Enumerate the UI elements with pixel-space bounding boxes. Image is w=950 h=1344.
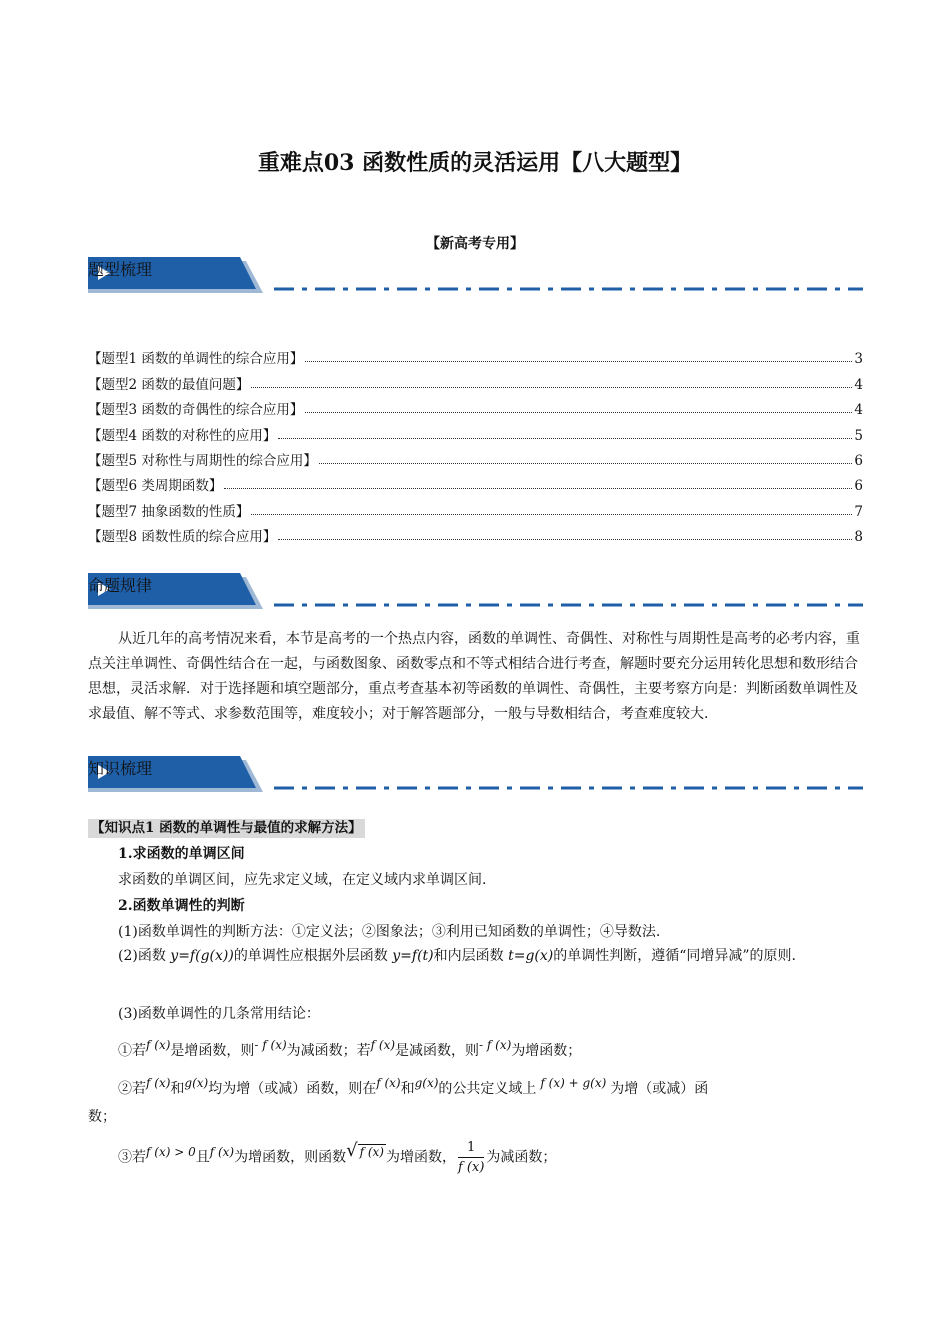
heading-1: 1.求函数的单调区间 [118,846,245,862]
page-subtitle: 【新高考专用】 [426,236,524,252]
section-title: 题型梳理 [88,260,153,279]
toc-item[interactable]: 【题型8 函数性质的综合应用】 8 [88,529,863,546]
fraction-expression: $\frac{1}{f (x)}$ [457,1140,485,1175]
dash-divider [274,287,863,291]
conclusion-1: ①若f (x)是增函数，则- f (x)为减函数；若f (x)是减函数，则- f (x)为增函数； [118,1038,582,1059]
toc-item[interactable]: 【题型7 抽象函数的性质】 7 [88,503,863,520]
toc-item[interactable]: 【题型4 函数的对称性的应用】 5 [88,427,863,444]
rule-paragraph: 从近几年的高考情况来看，本节是高考的一个热点内容，函数的单调性、奇偶性、对称性与周期性是高考的必考内容，重点关注单调性、奇偶性结合在一起，与函数图象、函数零点和不等式相结合进行考查，解题时要充分运用转化思想和数形结合思想，灵活求解．对于选择题和填空题部分，重点考查基本初等函数的单调性、奇偶性，主要考察方向是：判断函数单调性及求最值、解不等式、求参数范围等，难度较小；对于解答题部分，一般与导数相结合，考查难度较大. [88,631,860,722]
section-banner-types [88,257,863,297]
dash-divider [274,603,863,607]
toc-item[interactable]: 【题型1 函数的单调性的综合应用】 3 [88,351,863,368]
toc-item[interactable]: 【题型5 对称性与周期性的综合应用】 6 [88,452,863,469]
text-2: (1)函数单调性的判断方法：①定义法；②图象法；③利用已知函数的单调性；④导数法. [118,924,661,940]
text-4: (3)函数单调性的几条常用结论： [118,1006,320,1022]
text-1: 求函数的单调区间，应先求定义域，在定义域内求单调区间. [118,872,487,888]
conclusion-3: ③若f (x) > 0且f (x)为增函数，则函数√ f (x) 为增函数， $\frac{1}{f (x)}$ 为减函数； [118,1139,557,1175]
sqrt-expression: √ f (x) [346,1139,384,1161]
toc-item[interactable]: 【题型6 类周期函数】 6 [88,478,863,495]
toc-item[interactable]: 【题型3 函数的奇偶性的综合应用】 4 [88,402,863,419]
conclusion-2-cont: 数； [88,1109,116,1125]
section-banner-knowledge [88,756,863,796]
toc-item[interactable]: 【题型2 函数的最值问题】 4 [88,376,863,393]
conclusion-2: ②若f (x)和g(x)均为增（或减）函数，则在f (x)和g(x)的公共定义域上 f (x) + g(x) 为增（或减）函 [118,1076,709,1097]
section-title: 命题规律 [88,576,153,595]
table-of-contents [88,342,863,545]
dash-divider [274,786,863,790]
knowledge-point-header: 【知识点1 函数的单调性与最值的求解方法】 [88,819,365,838]
section-title: 知识梳理 [88,759,153,778]
heading-2: 2.函数单调性的判断 [118,898,245,914]
text-3: (2)函数 y=f(g(x))的单调性应根据外层函数 y=f(t)和内层函数 t=g(x)的单调性判断，遵循“同增异减”的原则. [118,948,796,964]
section-banner-rules [88,573,863,613]
page-title: 重难点03 函数性质的灵活运用【八大题型】 [257,150,693,176]
